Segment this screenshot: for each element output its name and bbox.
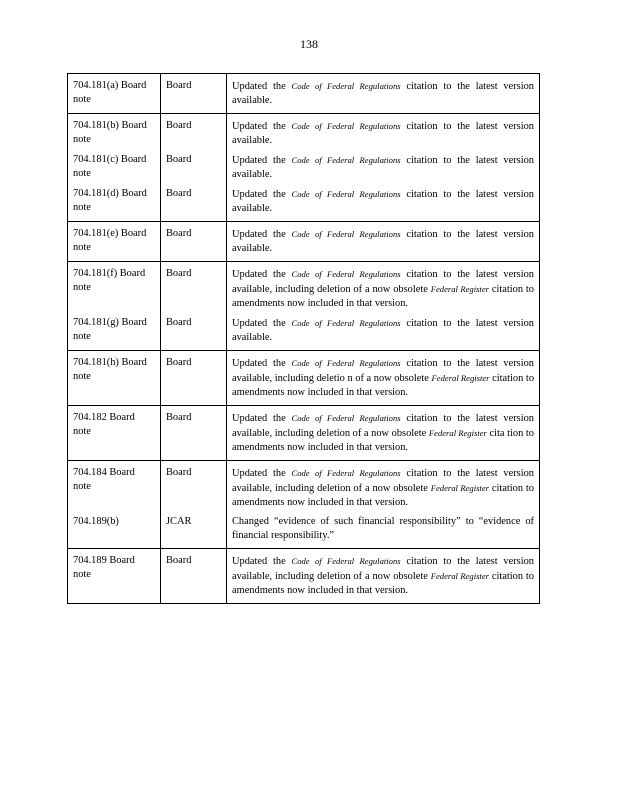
table-row: [68, 114, 540, 149]
table-row: [68, 311, 540, 351]
agency-cell: Board: [161, 222, 227, 262]
section-cell: 704.189(b): [68, 510, 161, 549]
section-cell: 704.181(d) Board note: [68, 182, 161, 222]
agency-cell: Board: [161, 311, 227, 351]
description-text: citation to the latest version available.: [232, 318, 534, 343]
agency-cell: Board: [161, 148, 227, 182]
change-description-cell: [227, 222, 540, 262]
cfr-citation: Code of Federal Regulations: [291, 81, 401, 91]
table-row: [68, 461, 540, 511]
cfr-citation: Code of Federal Regulations: [291, 556, 401, 566]
cfr-citation: Code of Federal Regulations: [291, 358, 401, 368]
federal-register-citation: Federal Register: [431, 373, 490, 383]
agency-cell: JCAR: [161, 510, 227, 549]
cfr-citation: Code of Federal Regulations: [291, 155, 401, 165]
section-cell: 704.184 Board note: [68, 461, 161, 511]
table-row: [68, 222, 540, 262]
agency-cell: Board: [161, 74, 227, 114]
section-cell: 704.181(a) Board note: [68, 74, 161, 114]
description-text: citation to the latest version available.: [232, 121, 534, 146]
description-text: citation to the latest version available.: [232, 189, 534, 214]
section-cell: 704.181(g) Board note: [68, 311, 161, 351]
description-text: citation to the latest version available, including deletion of a now obsolete: [232, 468, 534, 494]
section-cell: 704.181(h) Board note: [68, 351, 161, 406]
section-cell: 704.181(e) Board note: [68, 222, 161, 262]
section-cell: 704.181(c) Board note: [68, 148, 161, 182]
change-description-cell: [227, 406, 540, 461]
change-description-cell: [227, 461, 540, 511]
cfr-citation: Code of Federal Regulations: [291, 121, 401, 131]
agency-cell: Board: [161, 461, 227, 511]
agency-cell: Board: [161, 114, 227, 149]
description-text: Updated the: [232, 556, 286, 567]
page-number: 138: [300, 37, 318, 51]
change-description-cell: [227, 74, 540, 114]
change-description-cell: [227, 549, 540, 604]
change-description-cell: [227, 311, 540, 351]
cfr-citation: Code of Federal Regulations: [291, 413, 401, 423]
change-description-cell: [227, 114, 540, 149]
description-text: Updated the: [232, 269, 286, 280]
description-text: cita tion to amendments now included in that version.: [232, 428, 534, 453]
federal-register-citation: Federal Register: [428, 428, 487, 438]
table-row: [68, 351, 540, 406]
description-text: citation to amendments now included in that version.: [232, 373, 535, 398]
cfr-citation: Code of Federal Regulations: [291, 468, 401, 478]
description-text: Changed “evidence of such financial responsibility” to “evidence of financial responsibility.”: [232, 516, 534, 541]
table-row: [68, 74, 540, 114]
description-text: citation to the latest version available.: [232, 155, 534, 180]
table-row: [68, 182, 540, 222]
federal-register-citation: Federal Register: [430, 483, 489, 493]
table-row: [68, 148, 540, 182]
cfr-citation: Code of Federal Regulations: [291, 318, 401, 328]
description-text: citation to the latest version available.: [232, 229, 534, 254]
description-text: Updated the: [232, 155, 286, 166]
section-cell: 704.189 Board note: [68, 549, 161, 604]
description-text: citation to the latest version available, including deletion of a now obsolete: [232, 556, 534, 582]
description-text: Updated the: [232, 121, 286, 132]
agency-cell: Board: [161, 549, 227, 604]
description-text: citation to amendments now included in that version.: [232, 483, 534, 508]
description-text: citation to the latest version available.: [232, 81, 534, 106]
change-description-cell: [227, 351, 540, 406]
description-text: citation to amendments now included in that version.: [232, 571, 534, 596]
agency-cell: Board: [161, 262, 227, 312]
section-cell: 704.181(f) Board note: [68, 262, 161, 312]
description-text: citation to the latest version available, including deletion of a now obsolete: [232, 269, 534, 295]
table-row: [68, 510, 540, 549]
cfr-citation: Code of Federal Regulations: [291, 269, 401, 279]
agency-cell: Board: [161, 406, 227, 461]
description-text: citation to amendments now included in that version.: [232, 284, 534, 309]
description-text: Updated the: [232, 358, 286, 369]
section-cell: 704.182 Board note: [68, 406, 161, 461]
description-text: Updated the: [232, 229, 286, 240]
amendments-table: [67, 73, 540, 604]
cfr-citation: Code of Federal Regulations: [291, 189, 401, 199]
description-text: Updated the: [232, 468, 286, 479]
amendments-table-body: [68, 74, 540, 604]
change-description-cell: [227, 182, 540, 222]
change-description-cell: [227, 262, 540, 312]
change-description-cell: [227, 510, 540, 549]
description-text: citation to the latest version available, including deletion of a now obsolete: [232, 413, 534, 439]
cfr-citation: Code of Federal Regulations: [291, 229, 401, 239]
description-text: Updated the: [232, 413, 286, 424]
description-text: citation to the latest version available, including deletio n of a now obsolete: [232, 358, 534, 384]
section-cell: 704.181(b) Board note: [68, 114, 161, 149]
federal-register-citation: Federal Register: [430, 571, 489, 581]
change-description-cell: [227, 148, 540, 182]
agency-cell: Board: [161, 351, 227, 406]
federal-register-citation: Federal Register: [430, 284, 489, 294]
table-row: [68, 406, 540, 461]
agency-cell: Board: [161, 182, 227, 222]
description-text: Updated the: [232, 318, 286, 329]
description-text: Updated the: [232, 81, 286, 92]
description-text: Updated the: [232, 189, 286, 200]
table-row: [68, 549, 540, 604]
table-row: [68, 262, 540, 312]
